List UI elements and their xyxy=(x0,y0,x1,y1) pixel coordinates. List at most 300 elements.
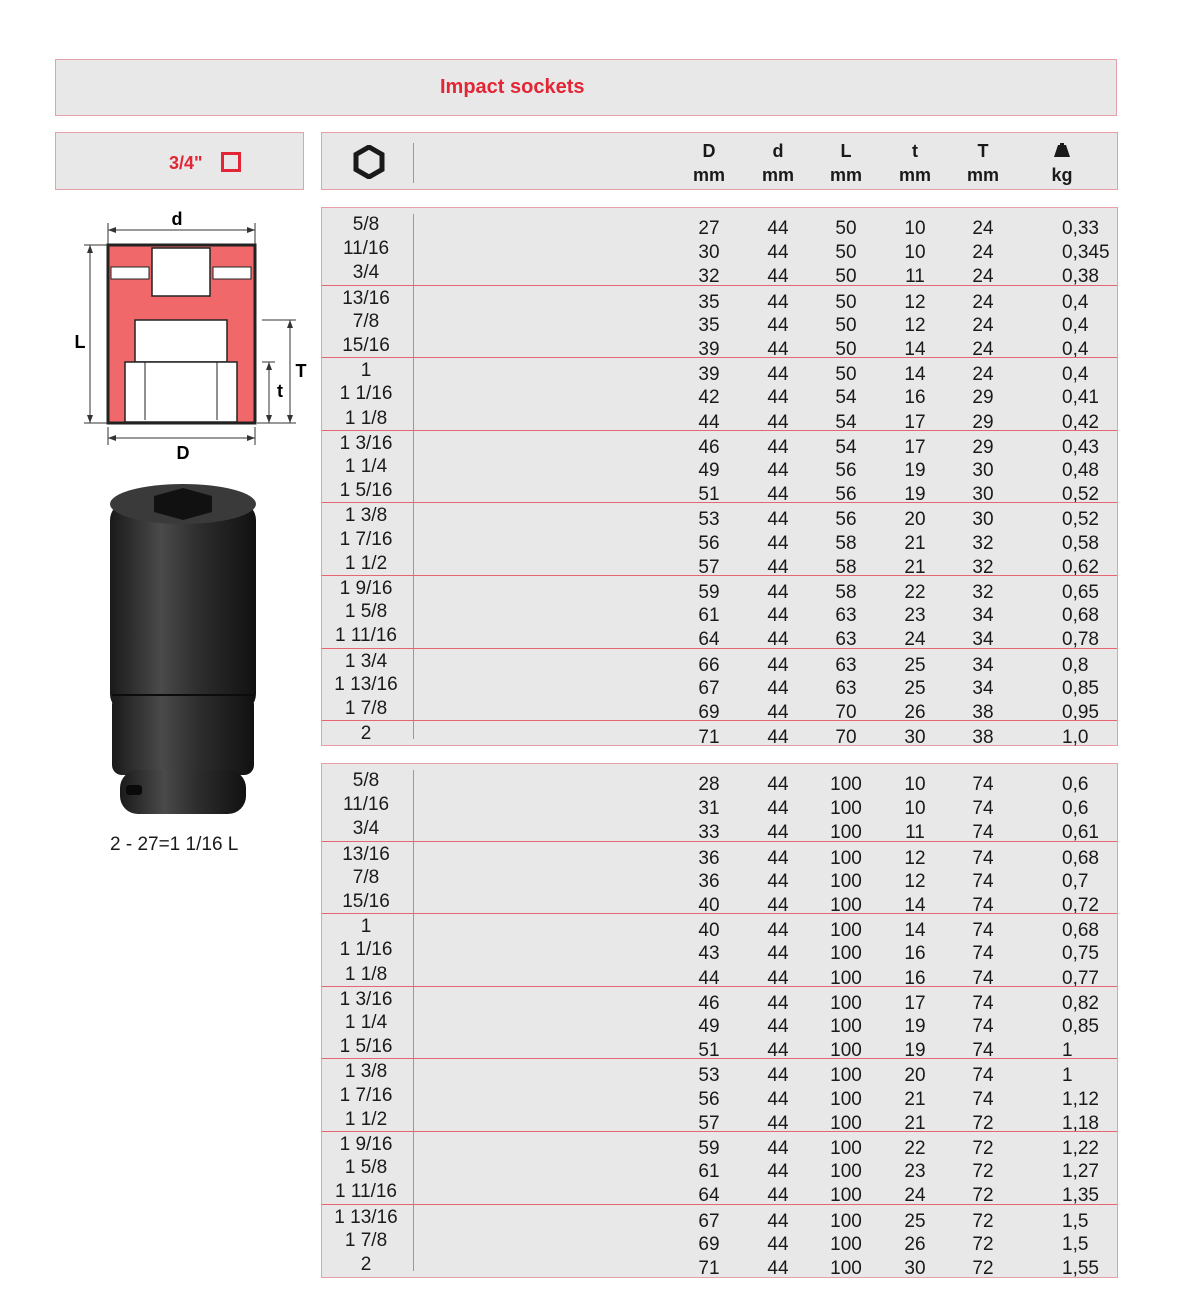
dimension-cell: 12 xyxy=(904,870,926,892)
dimension-cell: 19 xyxy=(904,460,926,481)
dimension-cell: 36 xyxy=(698,847,720,869)
dimension-cell: 30 xyxy=(904,1258,926,1279)
dimension-cell: 39 xyxy=(698,339,720,360)
dimension-cell: 74 xyxy=(972,1040,994,1062)
dimension-cell: 28 xyxy=(698,774,720,795)
dimension-cell: 74 xyxy=(972,798,994,820)
dimension-cell: 72 xyxy=(972,1258,994,1279)
dimension-cell: 72 xyxy=(972,1112,994,1134)
weight-cell: 1 xyxy=(1062,1040,1073,1062)
dimension-cell: 34 xyxy=(972,629,994,651)
weight-cell: 1,22 xyxy=(1062,1138,1099,1159)
weight-cell: 1,0 xyxy=(1062,727,1089,749)
dimension-cell: 19 xyxy=(904,1016,926,1037)
dimension-cell: 100 xyxy=(830,1233,862,1255)
dimension-cell: 74 xyxy=(972,943,994,965)
dimension-cell: 74 xyxy=(972,967,994,989)
table-row: 1 7/16 56 44 100 21 74 1,12 xyxy=(339,1084,1099,1110)
dimension-cell: 30 xyxy=(972,460,994,481)
dimension-cell: 70 xyxy=(835,727,857,749)
dimension-cell: 100 xyxy=(830,774,862,795)
weight-cell: 0,68 xyxy=(1062,920,1099,942)
column-unit: kg xyxy=(1051,165,1073,185)
dimension-cell: 100 xyxy=(830,992,862,1014)
dimension-cell: 56 xyxy=(698,1088,720,1110)
dimension-cell: 27 xyxy=(698,218,720,239)
drawing-label-T: T xyxy=(295,361,307,381)
dimension-cell: 34 xyxy=(972,677,994,699)
weight-cell: 0,6 xyxy=(1062,774,1089,795)
weight-cell: 1,12 xyxy=(1062,1088,1099,1110)
dimension-cell: 25 xyxy=(904,1210,926,1232)
dimension-cell: 46 xyxy=(698,436,720,458)
short-socket-table xyxy=(321,207,1118,749)
table-row: 1 3/16 46 44 54 17 29 0,43 xyxy=(322,430,1117,455)
dimension-cell: 44 xyxy=(767,460,789,481)
weight-cell: 0,68 xyxy=(1062,605,1099,627)
dimension-cell: 22 xyxy=(904,1138,926,1159)
dimension-cell: 44 xyxy=(767,992,789,1014)
table-row: 15/16 39 44 50 14 24 0,4 xyxy=(342,335,1089,360)
dimension-cell: 44 xyxy=(767,654,789,676)
dimension-cell: 44 xyxy=(767,339,789,360)
hexagon-icon xyxy=(352,145,386,179)
dimension-cell: 24 xyxy=(972,242,994,264)
weight-cell: 0,85 xyxy=(1062,1016,1099,1037)
dimension-cell: 72 xyxy=(972,1210,994,1232)
dimension-cell: 19 xyxy=(904,484,926,506)
weight-cell: 0,43 xyxy=(1062,436,1099,458)
dimension-cell: 16 xyxy=(904,967,926,989)
dimension-cell: 40 xyxy=(698,920,720,942)
weight-cell: 0,52 xyxy=(1062,484,1099,506)
socket-product-image xyxy=(100,480,270,825)
drive-size-label: 3/4" xyxy=(169,153,203,173)
dimension-cell: 17 xyxy=(904,411,926,433)
header-divider xyxy=(413,143,414,183)
dimension-cell: 30 xyxy=(972,484,994,506)
dimension-cell: 29 xyxy=(972,387,994,409)
table-row: 2 71 44 70 30 38 1,0 xyxy=(322,720,1117,745)
dimension-cell: 33 xyxy=(698,822,720,844)
column-header-6 xyxy=(1032,139,1092,187)
dimension-cell: 44 xyxy=(767,1233,789,1255)
dimension-cell: 44 xyxy=(767,556,789,578)
table-row: 3/4 33 44 100 11 74 0,61 xyxy=(352,818,1099,844)
dimension-cell: 72 xyxy=(972,1185,994,1207)
dimension-cell: 69 xyxy=(698,1233,720,1255)
dimension-cell: 50 xyxy=(835,339,857,360)
table-row: 1 1/4 49 44 100 19 74 0,85 xyxy=(344,1012,1099,1037)
dimension-cell: 44 xyxy=(767,774,789,795)
dimension-cell: 44 xyxy=(767,1016,789,1037)
dimension-cell: 44 xyxy=(767,822,789,844)
weight-cell: 1,5 xyxy=(1062,1233,1089,1255)
dimension-cell: 51 xyxy=(698,484,720,506)
dimension-cell: 74 xyxy=(972,870,994,892)
dimension-cell: 10 xyxy=(904,242,926,264)
dimension-cell: 44 xyxy=(698,967,720,989)
table-row: 1 1/16 43 44 100 16 74 0,75 xyxy=(339,939,1099,965)
dimension-cell: 44 xyxy=(767,1161,789,1183)
dimension-cell: 24 xyxy=(904,1185,926,1207)
column-symbol: D xyxy=(702,141,716,161)
weight-cell: 0,33 xyxy=(1062,218,1099,239)
table-row: 1 3/8 53 44 56 20 30 0,52 xyxy=(322,502,1117,527)
dimension-cell: 17 xyxy=(904,992,926,1014)
weight-cell: 0,4 xyxy=(1062,339,1089,360)
column-unit: mm xyxy=(761,165,794,185)
dimension-cell: 17 xyxy=(904,436,926,458)
column-unit: mm xyxy=(692,165,725,185)
table-row: 7/8 35 44 50 12 24 0,4 xyxy=(352,310,1089,336)
dimension-cell: 32 xyxy=(972,556,994,578)
dimension-cell: 100 xyxy=(830,1016,862,1037)
dimension-cell: 23 xyxy=(904,1161,926,1183)
dimension-cell: 42 xyxy=(698,387,720,409)
dimension-cell: 58 xyxy=(835,532,857,554)
table-row: 11/16 30 44 50 10 24 0,345 xyxy=(342,238,1110,264)
dimension-cell: 44 xyxy=(767,1088,789,1110)
dimension-cell: 100 xyxy=(830,870,862,892)
dimension-cell: 74 xyxy=(972,992,994,1014)
dimension-cell: 100 xyxy=(830,967,862,989)
weight-cell: 0,78 xyxy=(1062,629,1099,651)
dimension-cell: 63 xyxy=(835,605,857,627)
weight-cell: 1,18 xyxy=(1062,1112,1099,1134)
dimension-cell: 71 xyxy=(698,727,720,749)
column-unit: mm xyxy=(829,165,862,185)
drawing-label-t: t xyxy=(277,381,283,401)
weight-cell: 0,61 xyxy=(1062,822,1099,844)
dimension-cell: 44 xyxy=(767,314,789,336)
table-row: 1 1/8 44 44 100 16 74 0,77 xyxy=(344,963,1099,989)
dimension-cell: 72 xyxy=(972,1138,994,1159)
dimension-cell: 24 xyxy=(972,364,994,386)
dimension-cell: 24 xyxy=(972,339,994,360)
table-row: 1 7/8 69 44 100 26 72 1,5 xyxy=(344,1229,1089,1255)
dimension-cell: 100 xyxy=(830,822,862,844)
dimension-cell: 26 xyxy=(904,702,926,723)
dimension-cell: 100 xyxy=(830,895,862,916)
dimension-cell: 100 xyxy=(830,1185,862,1207)
dimension-cell: 16 xyxy=(904,943,926,965)
dimension-cell: 44 xyxy=(767,1258,789,1279)
table-row: 3/4 32 44 50 11 24 0,38 xyxy=(352,262,1099,288)
dimension-cell: 12 xyxy=(904,314,926,336)
dimension-cell: 44 xyxy=(767,702,789,723)
dimension-cell: 54 xyxy=(835,411,857,433)
dimension-cell: 44 xyxy=(767,677,789,699)
dimension-cell: 25 xyxy=(904,677,926,699)
dimension-cell: 35 xyxy=(698,314,720,336)
column-symbol: t xyxy=(912,141,918,161)
dimension-cell: 44 xyxy=(767,218,789,239)
dimension-cell: 72 xyxy=(972,1161,994,1183)
product-caption: 2 - 27=1 1/16 L xyxy=(110,834,239,855)
weight-cell: 0,77 xyxy=(1062,967,1099,989)
weight-cell: 0,38 xyxy=(1062,266,1099,288)
dimension-cell: 69 xyxy=(698,702,720,723)
dimension-cell: 100 xyxy=(830,1040,862,1062)
table-row: 1 13/16 67 44 63 25 34 0,85 xyxy=(334,673,1099,699)
dimension-cell: 21 xyxy=(904,1088,926,1110)
weight-cell: 0,345 xyxy=(1062,242,1110,264)
dimension-cell: 74 xyxy=(972,895,994,916)
dimension-cell: 54 xyxy=(835,387,857,409)
dimension-cell: 30 xyxy=(698,242,720,264)
dimension-cell: 44 xyxy=(767,727,789,749)
dimension-cell: 31 xyxy=(698,798,720,820)
dimension-cell: 16 xyxy=(904,387,926,409)
dimension-cell: 56 xyxy=(835,460,857,481)
dimension-cell: 44 xyxy=(767,1210,789,1232)
dimension-cell: 44 xyxy=(767,509,789,531)
weight-cell: 0,75 xyxy=(1062,943,1099,965)
weight-cell: 0,42 xyxy=(1062,411,1099,433)
dimension-cell: 23 xyxy=(904,605,926,627)
table-row: 5/8 27 44 50 10 24 0,33 xyxy=(352,214,1099,239)
table-row: 13/16 36 44 100 12 74 0,68 xyxy=(322,841,1117,866)
weight-cell: 0,82 xyxy=(1062,992,1099,1014)
dimension-cell: 36 xyxy=(698,870,720,892)
dimension-cell: 24 xyxy=(972,266,994,288)
dimension-cell: 14 xyxy=(904,920,926,942)
dimension-cell: 44 xyxy=(767,798,789,820)
table-row: 1 40 44 100 14 74 0,68 xyxy=(322,913,1117,938)
dimension-cell: 46 xyxy=(698,992,720,1014)
dimension-cell: 74 xyxy=(972,1065,994,1087)
dimension-cell: 44 xyxy=(767,266,789,288)
dimension-cell: 38 xyxy=(972,727,994,749)
dimension-cell: 64 xyxy=(698,629,720,651)
column-unit: mm xyxy=(898,165,931,185)
dimension-cell: 56 xyxy=(698,532,720,554)
table-row: 1 5/8 61 44 100 23 72 1,27 xyxy=(344,1157,1099,1183)
dimension-cell: 44 xyxy=(767,532,789,554)
dimension-cell: 57 xyxy=(698,1112,720,1134)
dimension-cell: 34 xyxy=(972,654,994,676)
dimension-cell: 21 xyxy=(904,556,926,578)
dimension-cell: 74 xyxy=(972,847,994,869)
dimension-cell: 20 xyxy=(904,509,926,531)
table-row: 1 3/4 66 44 63 25 34 0,8 xyxy=(322,648,1117,673)
dimension-cell: 44 xyxy=(767,967,789,989)
dimension-cell: 44 xyxy=(767,1065,789,1087)
weight-cell: 0,72 xyxy=(1062,895,1099,916)
table-row: 1 7/8 69 44 70 26 38 0,95 xyxy=(344,698,1099,723)
dimension-cell: 100 xyxy=(830,847,862,869)
socket-technical-drawing xyxy=(70,205,320,465)
dimension-cell: 100 xyxy=(830,1112,862,1134)
table-row: 1 13/16 67 44 100 25 72 1,5 xyxy=(322,1204,1117,1229)
weight-cell: 1,35 xyxy=(1062,1185,1099,1207)
dimension-cell: 10 xyxy=(904,774,926,795)
dimension-cell: 100 xyxy=(830,943,862,965)
weight-cell: 1,55 xyxy=(1062,1258,1099,1279)
dimension-cell: 32 xyxy=(972,582,994,603)
dimension-cell: 14 xyxy=(904,895,926,916)
dimension-cell: 49 xyxy=(698,460,720,481)
dimension-cell: 34 xyxy=(972,605,994,627)
table-row: 1 9/16 59 44 58 22 32 0,65 xyxy=(322,575,1117,600)
table-row: 1 1/2 57 44 100 21 72 1,18 xyxy=(344,1108,1099,1134)
dimension-cell: 24 xyxy=(972,218,994,239)
dimension-cell: 49 xyxy=(698,1016,720,1037)
dimension-cell: 38 xyxy=(972,702,994,723)
dimension-cell: 71 xyxy=(698,1258,720,1279)
dimension-cell: 44 xyxy=(767,920,789,942)
dimension-cell: 72 xyxy=(972,1233,994,1255)
dimension-cell: 44 xyxy=(767,411,789,433)
dimension-cell: 63 xyxy=(835,629,857,651)
dimension-cell: 24 xyxy=(972,291,994,313)
dimension-cell: 44 xyxy=(767,1112,789,1134)
dimension-cell: 44 xyxy=(767,629,789,651)
dimension-cell: 40 xyxy=(698,895,720,916)
dimension-cell: 32 xyxy=(698,266,720,288)
table-row: 15/16 40 44 100 14 74 0,72 xyxy=(342,891,1099,916)
weight-cell: 0,8 xyxy=(1062,654,1089,676)
dimension-cell: 74 xyxy=(972,1016,994,1037)
column-symbol: L xyxy=(840,141,852,161)
dimension-cell: 100 xyxy=(830,798,862,820)
dimension-cell: 35 xyxy=(698,291,720,313)
dimension-cell: 53 xyxy=(698,1065,720,1087)
table-row: 2 71 44 100 30 72 1,55 xyxy=(360,1254,1099,1279)
dimension-cell: 50 xyxy=(835,242,857,264)
dimension-cell: 64 xyxy=(698,1185,720,1207)
weight-cell: 0,58 xyxy=(1062,532,1099,554)
weight-cell: 0,68 xyxy=(1062,847,1099,869)
dimension-cell: 74 xyxy=(972,774,994,795)
dimension-cell: 44 xyxy=(767,364,789,386)
dimension-cell: 21 xyxy=(904,532,926,554)
drive-size-box xyxy=(55,132,304,190)
drawing-label-d: d xyxy=(171,209,183,229)
dimension-cell: 44 xyxy=(767,1138,789,1159)
dimension-cell: 44 xyxy=(767,1185,789,1207)
dimension-cell: 51 xyxy=(698,1040,720,1062)
dimension-cell: 24 xyxy=(972,314,994,336)
dimension-cell: 12 xyxy=(904,847,926,869)
dimension-cell: 43 xyxy=(698,943,720,965)
column-header-2 xyxy=(748,139,808,187)
table-row: 1 11/16 64 44 100 24 72 1,35 xyxy=(335,1181,1099,1207)
dimension-cell: 100 xyxy=(830,1088,862,1110)
dimension-cell: 67 xyxy=(698,1210,720,1232)
dimension-cell: 20 xyxy=(904,1065,926,1087)
weight-cell: 0,7 xyxy=(1062,870,1089,892)
dimension-cell: 50 xyxy=(835,314,857,336)
dimension-cell: 22 xyxy=(904,582,926,603)
dimension-cell: 14 xyxy=(904,339,926,360)
table-row: 1 3/8 53 44 100 20 74 1 xyxy=(322,1058,1117,1083)
dimension-cell: 12 xyxy=(904,291,926,313)
dimension-cell: 50 xyxy=(835,291,857,313)
weight-cell: 0,65 xyxy=(1062,582,1099,603)
dimension-cell: 63 xyxy=(835,654,857,676)
dimension-cell: 61 xyxy=(698,1161,720,1183)
weight-cell: 0,52 xyxy=(1062,509,1099,531)
weight-cell: 1,27 xyxy=(1062,1161,1099,1183)
dimension-cell: 30 xyxy=(972,509,994,531)
weight-cell: 1,5 xyxy=(1062,1210,1089,1232)
dimension-cell: 26 xyxy=(904,1233,926,1255)
dimension-cell: 44 xyxy=(767,436,789,458)
dimension-cell: 100 xyxy=(830,920,862,942)
dimension-cell: 63 xyxy=(835,677,857,699)
column-header-3 xyxy=(816,139,876,187)
dimension-cell: 21 xyxy=(904,1112,926,1134)
table-header xyxy=(321,132,1118,190)
dimension-cell: 53 xyxy=(698,509,720,531)
weight-cell: 1 xyxy=(1062,1065,1073,1087)
dimension-cell: 39 xyxy=(698,364,720,386)
column-symbol: d xyxy=(772,141,784,161)
dimension-cell: 29 xyxy=(972,411,994,433)
dimension-cell: 25 xyxy=(904,654,926,676)
dimension-cell: 100 xyxy=(830,1210,862,1232)
dimension-cell: 44 xyxy=(767,387,789,409)
long-socket-table xyxy=(321,763,1118,1278)
weight-cell: 0,41 xyxy=(1062,387,1099,409)
dimension-cell: 66 xyxy=(698,654,720,676)
dimension-cell: 74 xyxy=(972,920,994,942)
table-row: 1 1/16 42 44 54 16 29 0,41 xyxy=(339,383,1099,409)
page-title-bar xyxy=(55,59,1117,116)
dimension-cell: 44 xyxy=(767,242,789,264)
table-row: 1 9/16 59 44 100 22 72 1,22 xyxy=(322,1131,1117,1156)
column-symbol: T xyxy=(977,141,989,161)
dimension-cell: 44 xyxy=(767,484,789,506)
table-row: 5/8 28 44 100 10 74 0,6 xyxy=(352,770,1089,795)
table-row: 1 3/16 46 44 100 17 74 0,82 xyxy=(322,986,1117,1011)
dimension-cell: 29 xyxy=(972,436,994,458)
weight-icon xyxy=(1052,143,1072,159)
table-row: 1 11/16 64 44 63 24 34 0,78 xyxy=(335,625,1099,651)
dimension-cell: 57 xyxy=(698,556,720,578)
dimension-cell: 61 xyxy=(698,605,720,627)
table-row: 11/16 31 44 100 10 74 0,6 xyxy=(342,794,1089,820)
dimension-cell: 59 xyxy=(698,582,720,603)
table-row: 13/16 35 44 50 12 24 0,4 xyxy=(322,285,1117,310)
dimension-cell: 70 xyxy=(835,702,857,723)
dimension-cell: 24 xyxy=(904,629,926,651)
dimension-cell: 10 xyxy=(904,218,926,239)
dimension-cell: 30 xyxy=(904,727,926,749)
dimension-cell: 54 xyxy=(835,436,857,458)
dimension-cell: 100 xyxy=(830,1138,862,1159)
table-row: 1 5/8 61 44 63 23 34 0,68 xyxy=(344,601,1099,627)
page-title: Impact sockets xyxy=(440,76,585,98)
dimension-cell: 67 xyxy=(698,677,720,699)
dimension-cell: 50 xyxy=(835,218,857,239)
table-row: 1 39 44 50 14 24 0,4 xyxy=(322,357,1117,382)
column-header-4 xyxy=(885,139,945,187)
dimension-cell: 44 xyxy=(767,582,789,603)
column-header-5 xyxy=(953,139,1013,187)
dimension-cell: 50 xyxy=(835,364,857,386)
weight-cell: 0,4 xyxy=(1062,291,1089,313)
table-row: 1 1/4 49 44 56 19 30 0,48 xyxy=(344,456,1099,481)
weight-cell: 0,62 xyxy=(1062,556,1099,578)
dimension-cell: 44 xyxy=(767,605,789,627)
dimension-cell: 44 xyxy=(767,1040,789,1062)
drawing-label-D: D xyxy=(176,443,190,463)
dimension-cell: 100 xyxy=(830,1065,862,1087)
dimension-cell: 44 xyxy=(698,411,720,433)
